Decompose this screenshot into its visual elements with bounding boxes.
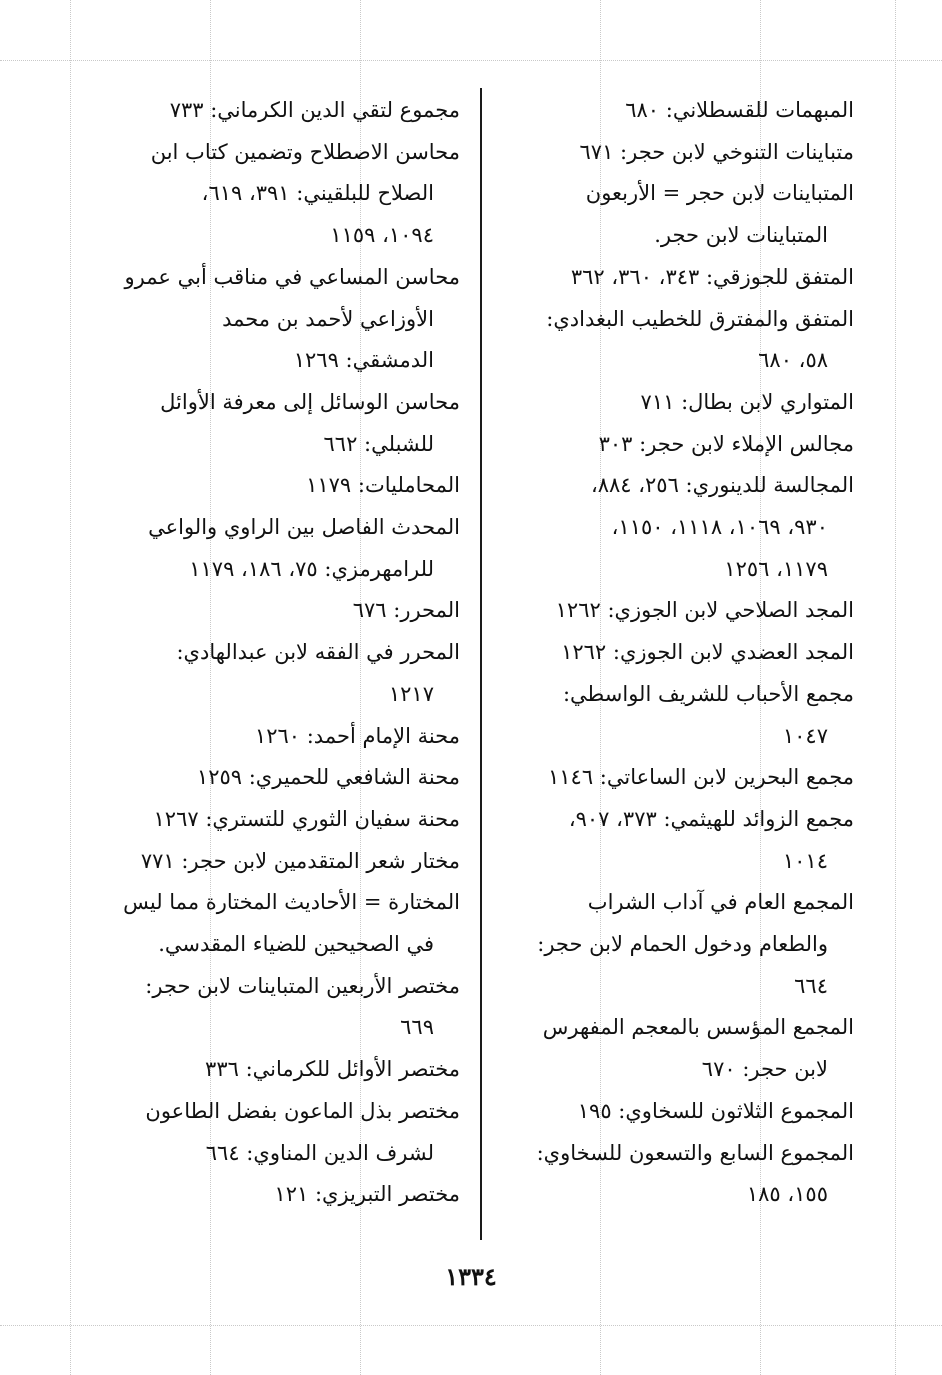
index-entry: مجموع لتقي الدين الكرماني: ٧٣٣ (169, 98, 460, 122)
scan-guide-line (895, 0, 896, 1375)
index-entry-continuation: ١٠١٤ (782, 848, 828, 873)
index-entry-continuation: المتباينات لابن حجر. (654, 223, 828, 248)
index-entry-continuation: لشرف الدين المناوي: ٦٦٤ (205, 1140, 434, 1165)
index-entry: مجمع الزوائد للهيثمي: ٣٧٣، ٩٠٧، (568, 806, 854, 831)
index-entry-continuation: ٥٨، ٦٨٠ (758, 348, 828, 373)
index-entry: المحامليات: ١١٧٩ (306, 473, 460, 498)
index-entry: محاسن المساعي في مناقب أبي عمرو (124, 264, 460, 289)
index-entry: محاسن الاصطلاح وتضمين كتاب ابن (150, 139, 460, 164)
index-entry: مختصر بذل الماعون بفضل الطاعون (145, 1098, 460, 1123)
index-entry: محاسن الوسائل إلى معرفة الأوائل (160, 389, 460, 414)
index-entry-continuation: الدمشقي: ١٢٦٩ (293, 348, 434, 373)
index-entry-continuation: للرامهرمزي: ٧٥، ١٨٦، ١١٧٩ (189, 556, 434, 581)
index-entry: مختصر الأربعين المتباينات لابن حجر: (145, 973, 460, 998)
index-entry-continuation: الأوزاعي لأحمد بن محمد (222, 306, 434, 331)
index-entry: محنة الشافعي للحميري: ١٢٥٩ (196, 765, 460, 790)
index-entry-continuation: ٦٦٩ (400, 1015, 434, 1040)
index-entry: المحرر في الفقه لابن عبدالهادي: (176, 640, 460, 665)
index-entry-continuation: في الصحيحين للضياء المقدسي. (158, 932, 434, 956)
index-entry: مختصر التبريزي: ١٢١ (274, 1182, 460, 1207)
index-entry: المختارة = الأحاديث المختارة مما ليس (123, 890, 460, 915)
scan-guide-line (0, 1325, 942, 1326)
index-entry: مجمع البحرين لابن الساعاتي: ١١٤٦ (547, 765, 854, 790)
index-entry: المتفق والمفترق للخطيب البغدادي: (546, 306, 854, 331)
index-entry: محنة الإمام أحمد: ١٢٦٠ (254, 723, 460, 748)
page-number: ١٣٣٤ (445, 1262, 497, 1291)
index-entry-continuation: ٩٣٠، ١٠٦٩، ١١١٨، ١١٥٠، (611, 515, 828, 539)
index-entry-continuation: والطعام ودخول الحمام لابن حجر: (537, 932, 828, 956)
index-entry: مختار شعر المتقدمين لابن حجر: ٧٧١ (140, 848, 460, 873)
index-entry: مجالس الإملاء لابن حجر: ٣٠٣ (598, 431, 854, 456)
index-entry-continuation: ١٠٩٤، ١١٥٩ (330, 223, 434, 248)
index-entry: المجد العضدي لابن الجوزي: ١٢٦٢ (561, 640, 854, 665)
scan-guide-line (70, 0, 71, 1375)
index-entry-continuation: لابن حجر: ٦٧٠ (701, 1057, 828, 1082)
index-entry-continuation: ١١٧٩، ١٢٥٦ (724, 556, 828, 581)
index-entry: المتواري لابن بطال: ٧١١ (640, 389, 854, 414)
index-entry: محنة سفيان الثوري للتستري: ١٢٦٧ (153, 806, 460, 831)
index-entry: المجموع السابع والتسعون للسخاوي: (536, 1140, 854, 1165)
scan-guide-line (0, 60, 942, 61)
index-entry: المحرر: ٦٧٦ (352, 598, 460, 623)
index-entry-continuation: ٦٦٤ (794, 973, 828, 998)
index-entry: المتفق للجوزقي: ٣٤٣، ٣٦٠، ٣٦٢ (570, 264, 854, 289)
index-entry-continuation: ١٥٥، ١٨٥ (746, 1182, 828, 1207)
index-entry: مجمع الأحباب للشريف الواسطي: (562, 681, 854, 706)
index-entry: المحدث الفاصل بين الراوي والواعي (148, 515, 460, 539)
index-entry: مختصر الأوائل للكرماني: ٣٣٦ (205, 1057, 460, 1082)
index-entry: المجد الصلاحي لابن الجوزي: ١٢٦٢ (555, 598, 854, 623)
index-entry: المتباينات لابن حجر = الأربعون (585, 181, 854, 206)
index-entry-continuation: للشبلي: ٦٦٢ (323, 431, 434, 456)
index-entry: المجالسة للدينوري: ٢٥٦، ٨٨٤، (590, 473, 854, 498)
index-entry: المجمع العام في آداب الشراب (587, 890, 854, 915)
index-entry-continuation: الصلاح للبلقيني: ٣٩١، ٦١٩، (201, 181, 434, 206)
index-entry: المبهمات للقسطلاني: ٦٨٠ (625, 98, 854, 122)
index-entry: المجمع المؤسس بالمعجم المفهرس (542, 1015, 854, 1040)
column-divider (480, 88, 482, 1240)
index-entry-continuation: ١٢١٧ (388, 681, 434, 706)
index-entry-continuation: ١٠٤٧ (782, 723, 828, 748)
index-entry: المجموع الثلاثون للسخاوي: ١٩٥ (577, 1098, 854, 1123)
index-entry: متباينات التنوخي لابن حجر: ٦٧١ (579, 139, 854, 164)
